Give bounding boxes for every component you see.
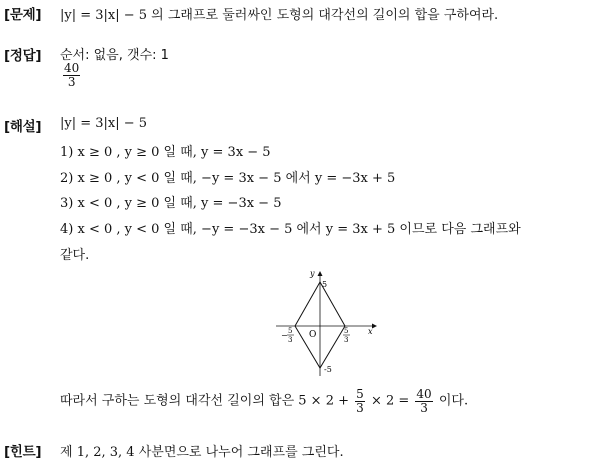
- conclusion-text-end: 이다.: [438, 393, 469, 409]
- solution-equation: |y| = 3|x| − 5: [60, 116, 148, 131]
- origin-label: O: [309, 330, 317, 340]
- hint-text: 제 1, 2, 3, 4 사분면으로 나누어 그래프를 그린다.: [60, 445, 344, 460]
- graph-svg: [272, 268, 382, 380]
- bottom-vertex-label: -5: [324, 365, 332, 374]
- left-intercept-denominator: 3: [288, 336, 293, 344]
- rhombus-graph: [272, 268, 382, 384]
- answer-fraction-denominator: 3: [67, 74, 76, 89]
- y-axis-label: y: [310, 269, 315, 278]
- conclusion-fraction-2: [415, 388, 432, 414]
- conclusion-text-start: 따라서 구하는 도형의 대각선 길이의 합은 5 × 2 +: [60, 393, 350, 409]
- solution-conclusion: [60, 388, 468, 414]
- solution-case-2: 2) x ≥ 0 , y < 0 일 때, −y = 3x − 5 에서 y = −3x + 5: [60, 171, 396, 186]
- conclusion-text-mid: × 2 =: [370, 393, 410, 409]
- x-axis-label: x: [368, 327, 373, 336]
- conclusion-fraction-1-denominator: 3: [356, 400, 364, 415]
- solution-case-1: 1) x ≥ 0 , y ≥ 0 일 때, y = 3x − 5: [60, 145, 271, 160]
- solution-case-4: 4) x < 0 , y < 0 일 때, −y = −3x − 5 에서 y = 3x + 5 이므로 다음 그래프와: [60, 222, 521, 237]
- solution-case-3: 3) x < 0 , y ≥ 0 일 때, y = −3x − 5: [60, 196, 282, 211]
- right-intercept-numerator: 5: [344, 327, 349, 335]
- answer-text: 순서: 없음, 갯수: 1: [60, 48, 169, 63]
- right-intercept-denominator: 3: [344, 336, 349, 344]
- top-vertex-label: 5: [322, 280, 328, 289]
- solution-case-4-continued: 같다.: [60, 248, 90, 263]
- problem-text: |y| = 3|x| − 5 의 그래프로 둘러싸인 도형의 대각선의 길이의 합을 구하여라.: [60, 8, 499, 23]
- answer-fraction: [61, 62, 82, 88]
- y-axis-arrow: [318, 271, 323, 276]
- conclusion-fraction-1-numerator: 5: [356, 387, 364, 401]
- answer-label: [정답]: [4, 48, 42, 64]
- left-intercept-sign: −: [281, 331, 288, 340]
- solution-label: [해설]: [4, 119, 42, 135]
- conclusion-fraction-2-numerator: 40: [416, 387, 432, 401]
- answer-fraction-numerator: 40: [64, 61, 80, 75]
- x-axis-arrow: [372, 324, 377, 329]
- conclusion-fraction-1: [355, 388, 365, 414]
- hint-label: [힌트]: [4, 444, 42, 460]
- conclusion-fraction-2-denominator: 3: [420, 400, 428, 415]
- left-intercept-numerator: 5: [288, 327, 293, 335]
- problem-label: [문제]: [4, 7, 42, 23]
